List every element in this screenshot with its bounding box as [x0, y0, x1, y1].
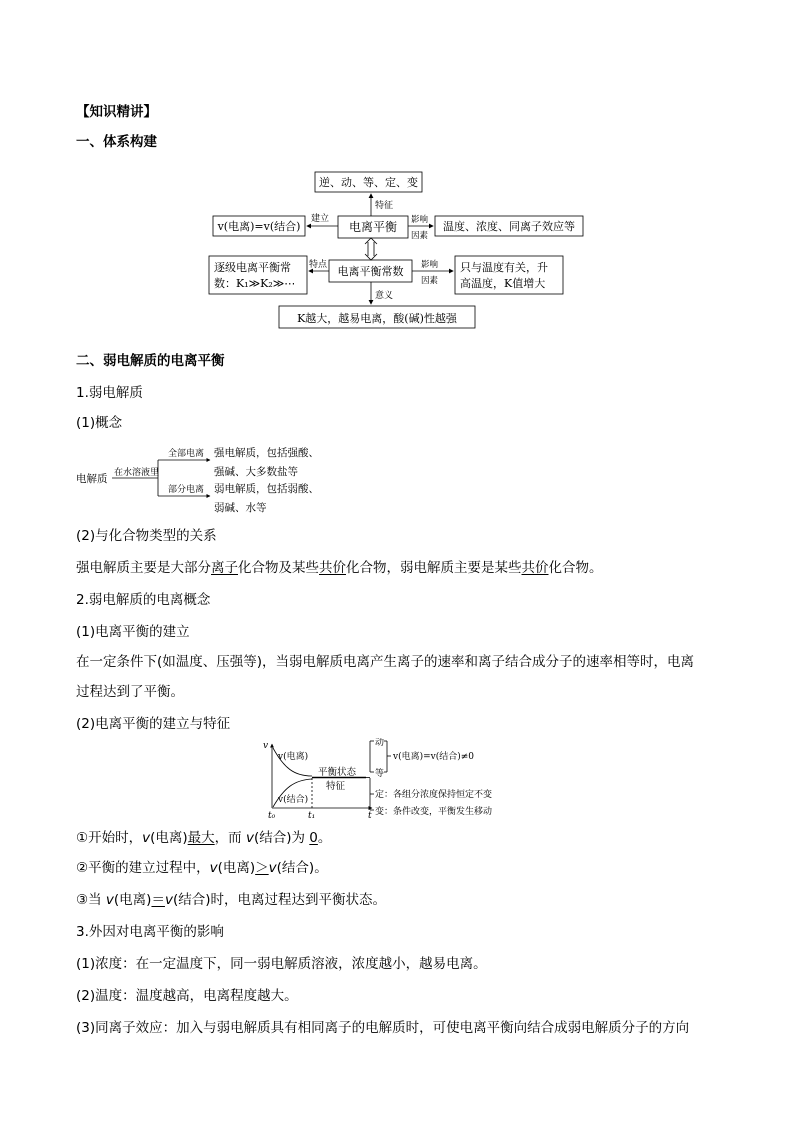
heading-system-construction: 一、体系构建	[76, 134, 157, 150]
p2-v2: v	[268, 860, 277, 876]
partial-ionization-label: 部分电离	[168, 485, 205, 495]
relation-text-3: 化合物，弱电解质主要是某些	[346, 560, 522, 576]
influence-label-2b: 因素	[421, 276, 439, 286]
p3-e: (结合)时，电离过程达到平衡状态。	[172, 892, 386, 908]
s2-features-heading: (2)电离平衡的建立与特征	[76, 716, 231, 732]
p2-blank: ＞	[255, 860, 269, 876]
feature-label: 特征	[326, 781, 346, 792]
p1-blank-1: 最大	[187, 830, 215, 846]
point-1	[76, 828, 331, 848]
s1-concept: (1)概念	[76, 415, 123, 431]
p3-blank: ＝	[151, 892, 165, 908]
s3-concentration: (1)浓度：在一定温度下，同一弱电解质溶液，浓度越小，越易电离。	[76, 956, 487, 972]
p1-d: ，而	[214, 830, 246, 846]
features-text: 逆、动、等、定、变	[319, 176, 418, 189]
forward-rate-label: v(电离)	[278, 752, 309, 762]
relation-text-2: 化合物及某些	[238, 560, 319, 576]
p2-v: v	[209, 860, 218, 876]
s2-paragraph-line-1: 在一定条件下(如温度、压强等)，当弱电解质电离产生离子的速率和离子结合成分子的速率相等时，电离	[76, 654, 695, 670]
features-label: 特征	[375, 201, 394, 211]
s2-paragraph-line-2: 过程达到了平衡。	[76, 684, 184, 700]
equilibrium-constant-text: 电离平衡常数	[337, 265, 404, 278]
condition-label: 在水溶液里	[114, 468, 160, 478]
strong-line-1: 强电解质，包括强酸、	[214, 447, 319, 459]
heading-weak-electrolyte: 二、弱电解质的电离平衡	[76, 353, 225, 369]
relation-blank-2: 共价	[319, 560, 346, 576]
t-axis-label: t	[368, 811, 372, 821]
p1-v2: v	[245, 830, 254, 846]
weak-line-2: 弱碱、水等	[214, 502, 267, 514]
p1-g: 。	[317, 830, 332, 846]
deng-label: 等	[375, 769, 385, 779]
influence-label-2a: 影响	[421, 260, 439, 270]
rate-time-diagram	[260, 738, 540, 822]
p2-c: (电离)	[217, 860, 256, 876]
p1-v: v	[142, 830, 151, 846]
section-title: 【知识精讲】	[76, 104, 157, 120]
concept-map-diagram	[205, 168, 595, 333]
factors-text: 温度、浓度、同离子效应等	[443, 220, 575, 233]
full-ionization-label: 全部电离	[168, 449, 205, 459]
electrolyte-classification-diagram	[74, 440, 344, 518]
meaning-label: 意义	[375, 291, 394, 301]
weak-line-1: 弱电解质，包括弱酸、	[214, 483, 319, 495]
relation-blank-1: 离子	[211, 560, 238, 576]
v-axis-label: v	[263, 741, 269, 751]
relation-text-1: 强电解质主要是大部分	[76, 560, 211, 576]
bian-text: 变：条件改变，平衡发生移动	[375, 807, 493, 817]
temperature-line-1: 只与温度有关，升	[460, 261, 548, 274]
ding-text: 定：各组分浓度保持恒定不变	[375, 790, 493, 800]
p1-a: ①开始时，	[76, 830, 143, 846]
p2-a: ②平衡的建立过程中，	[76, 860, 210, 876]
s3-common-ion: (3)同离子效应：加入与弱电解质具有相同离子的电解质时，可使电离平衡向结合成弱电解质分子的方向	[76, 1020, 690, 1036]
ionization-equilibrium-text: 电离平衡	[348, 220, 398, 234]
temperature-line-2: 高温度，K值增大	[460, 277, 546, 290]
relation-text-4: 化合物。	[548, 560, 603, 576]
s1-title: 1.弱电解质	[76, 385, 143, 401]
p2-e: (结合)。	[276, 860, 328, 876]
s2-title: 2.弱电解质的电离概念	[76, 592, 211, 608]
p1-f: (结合)为	[253, 830, 310, 846]
t0-tick: t₀	[268, 811, 276, 821]
influence-label-1b: 因素	[411, 231, 429, 241]
stepwise-line-2: 数：K₁≫K₂≫⋯	[214, 277, 296, 290]
p3-c: (电离)	[113, 892, 152, 908]
s1-relation-heading: (2)与化合物类型的关系	[76, 528, 217, 544]
p3-v: v	[105, 892, 114, 908]
s3-title: 3.外因对电离平衡的影响	[76, 924, 224, 940]
dong-deng-text: v(电离)=v(结合)≠0	[393, 752, 475, 762]
p1-c: (电离)	[150, 830, 188, 846]
reverse-rate-label: v(结合)	[278, 795, 309, 805]
p3-a: ③当	[76, 892, 106, 908]
p3-v2: v	[164, 892, 173, 908]
t1-tick: t₁	[308, 811, 316, 821]
strong-line-2: 强碱、大多数盐等	[214, 466, 298, 478]
influence-label-1a: 影响	[411, 215, 429, 225]
stepwise-line-1: 逐级电离平衡常	[214, 261, 291, 274]
point-2	[76, 858, 328, 878]
equilibrium-state-label: 平衡状态	[318, 767, 357, 778]
relation-blank-3: 共价	[521, 560, 549, 576]
p1-blank-2: 0	[309, 830, 318, 846]
dong-label: 动	[375, 738, 385, 748]
characteristic-label: 特点	[309, 260, 328, 270]
s3-temperature: (2)温度：温度越高，电离程度越大。	[76, 988, 298, 1004]
establish-label: 建立	[311, 214, 330, 224]
relation-paragraph	[76, 558, 603, 578]
meaning-text: K越大，越易电离，酸(碱)性越强	[297, 312, 457, 325]
point-3	[76, 890, 386, 910]
electrolyte-root: 电解质	[76, 473, 108, 485]
s2-establishment: (1)电离平衡的建立	[76, 624, 190, 640]
establish-text: v(电离)=v(结合)	[217, 220, 301, 233]
